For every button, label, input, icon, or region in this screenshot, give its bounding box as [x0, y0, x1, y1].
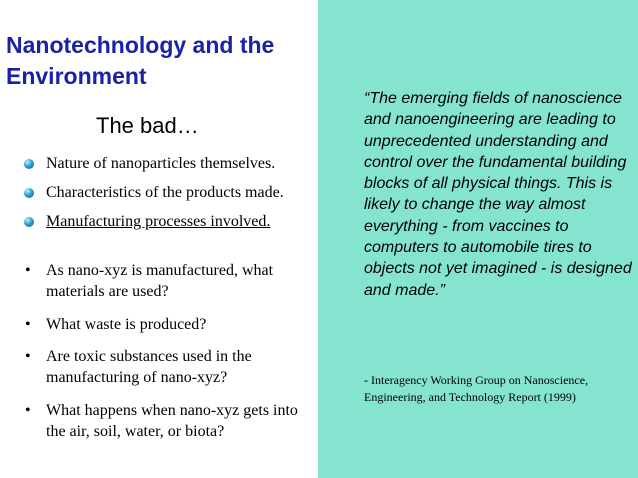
question-text: Are toxic substances used in the manufacturing of nano-xyz?: [46, 348, 252, 386]
factor-text: Characteristics of the products made.: [46, 184, 284, 201]
question-text: What happens when nano-xyz gets into the air, soil, water, or biota?: [46, 402, 298, 440]
bullet-dot-icon: •: [25, 262, 31, 279]
list-item: [22, 183, 284, 212]
list-item: [24, 260, 314, 302]
list-item: [24, 314, 314, 335]
bullet-ball-icon: [24, 159, 34, 169]
list-item: [22, 154, 284, 183]
bullet-ball-icon: [24, 217, 34, 227]
question-text: What waste is produced?: [46, 316, 207, 333]
factor-list: [22, 154, 284, 241]
slide-title: Nanotechnology and the Environment: [6, 32, 275, 89]
list-item: [24, 346, 314, 388]
quote-text: “The emerging fields of nanoscience and nanoengineering are leading to unprecedented understanding and control over the fundamental building blocks of all physical things. This is likely to change the way almost everything - from vaccines to computers to automobile tires to objects not yet imagined - is designed and made.”: [364, 90, 632, 299]
bullet-ball-icon: [24, 188, 34, 198]
factor-text: Nature of nanoparticles themselves.: [46, 155, 276, 172]
slide-subtitle: The bad…: [96, 113, 199, 138]
question-list: [24, 260, 314, 442]
factor-text: Manufacturing processes involved.: [46, 213, 271, 230]
quote-attribution: - Interagency Working Group on Nanoscience, Engineering, and Technology Report (1999): [364, 373, 589, 404]
bullet-dot-icon: •: [25, 402, 31, 419]
bullet-dot-icon: •: [25, 348, 31, 365]
bullet-dot-icon: •: [25, 316, 31, 333]
question-text: As nano-xyz is manufactured, what materials are used?: [46, 262, 274, 300]
list-item: [24, 400, 314, 442]
list-item: [22, 212, 284, 241]
